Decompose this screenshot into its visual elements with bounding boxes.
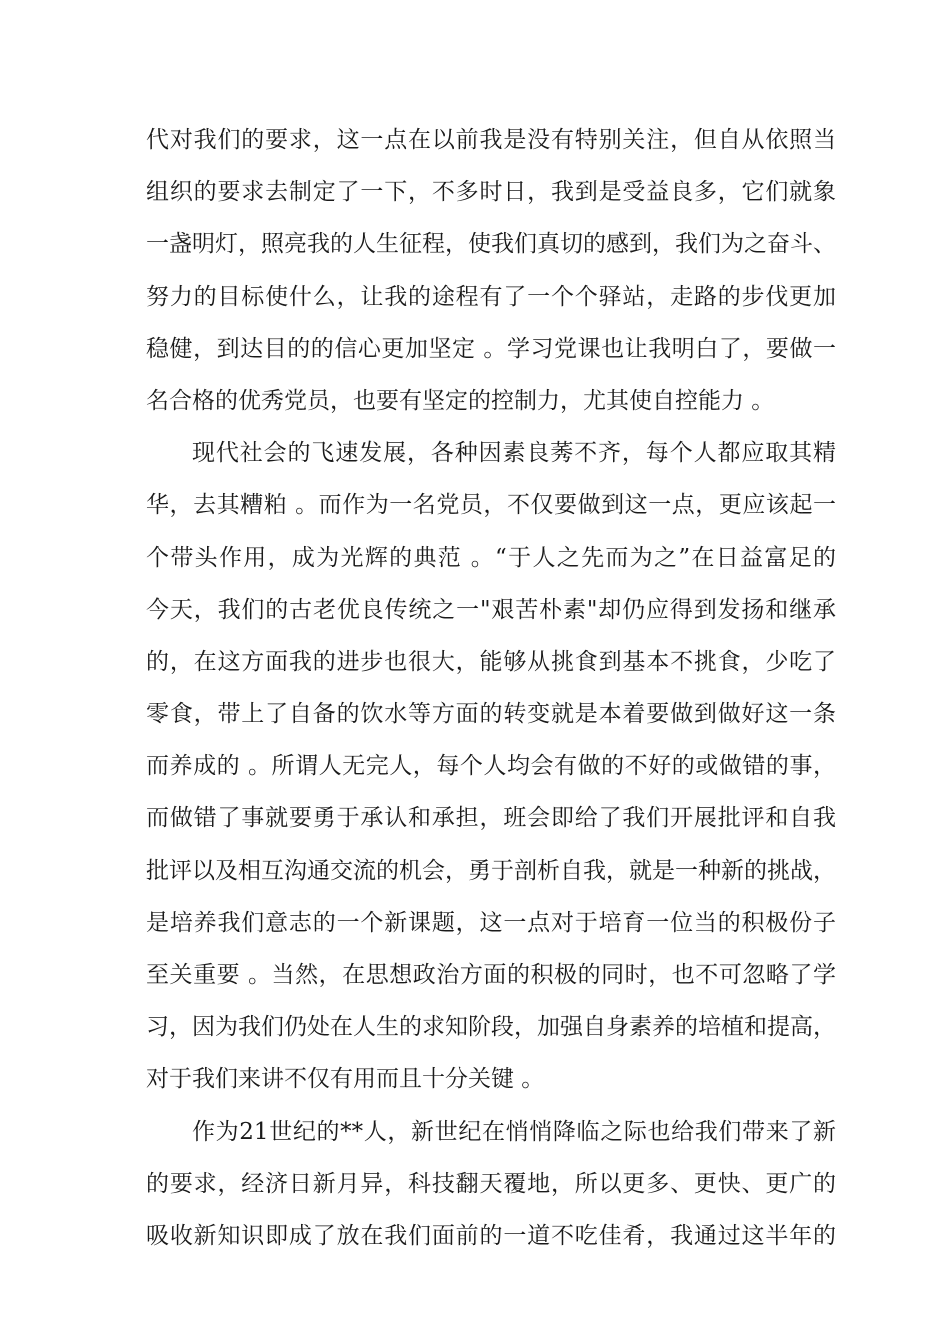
text-line: 个带头作用，成为光辉的典范 。“于人之先而为之”在日益富足的 bbox=[146, 544, 836, 571]
text-line: 今天，我们的古老优良传统之一"艰苦朴素"却仍应得到发扬和继承 bbox=[146, 596, 836, 623]
paragraph-first-line: 现代社会的飞速发展，各种因素良莠不齐，每个人都应取其精 bbox=[192, 440, 836, 467]
text-line: 代对我们的要求，这一点在以前我是没有特别关注，但自从依照当 bbox=[146, 127, 836, 153]
text-line: 批评以及相互沟通交流的机会，勇于剖析自我，就是一种新的挑战， bbox=[146, 857, 836, 884]
text-line: 对于我们来讲不仅有用而且十分关键 。 bbox=[146, 1066, 545, 1093]
text-line: 习，因为我们仍处在人生的求知阶段，加强自身素养的培植和提高， bbox=[146, 1014, 836, 1041]
text-line: 吸收新知识即成了放在我们面前的一道不吃佳肴，我通过这半年的 bbox=[146, 1222, 836, 1249]
text-line: 的要求，经济日新月异，科技翻天覆地，所以更多、更快、更广的 bbox=[146, 1170, 836, 1197]
text-line: 而做错了事就要勇于承认和承担，班会即给了我们开展批评和自我 bbox=[146, 805, 836, 832]
text-line: 华，去其糟粕 。而作为一名党员，不仅要做到这一点，更应该起一 bbox=[146, 492, 836, 519]
text-line: 零食，带上了自备的饮水等方面的转变就是本着要做到做好这一条 bbox=[146, 701, 836, 728]
text-line: 的，在这方面我的进步也很大，能够从挑食到基本不挑食，少吃了 bbox=[146, 648, 836, 675]
text-line: 是培养我们意志的一个新课题，这一点对于培育一位当的积极份子 bbox=[146, 909, 836, 936]
paragraph-first-line: 作为21世纪的**人，新世纪在悄悄降临之际也给我们带来了新 bbox=[192, 1118, 836, 1145]
text-line: 组织的要求去制定了一下，不多时日，我到是受益良多，它们就象 bbox=[146, 179, 836, 206]
text-line: 名合格的优秀党员，也要有坚定的控制力，尤其使自控能力 。 bbox=[146, 387, 775, 414]
text-line: 努力的目标使什么，让我的途程有了一个个驿站，走路的步伐更加 bbox=[146, 283, 836, 310]
text-line: 稳健，到达目的的信心更加坚定 。学习党课也让我明白了，要做一 bbox=[146, 335, 836, 362]
text-line: 而养成的 。所谓人无完人，每个人均会有做的不好的或做错的事， bbox=[146, 753, 836, 780]
body-text bbox=[146, 118, 836, 1266]
text-line: 至关重要 。当然，在思想政治方面的积极的同时，也不可忽略了学 bbox=[146, 962, 836, 988]
text-line: 一盏明灯，照亮我的人生征程，使我们真切的感到，我们为之奋斗、 bbox=[146, 231, 836, 258]
